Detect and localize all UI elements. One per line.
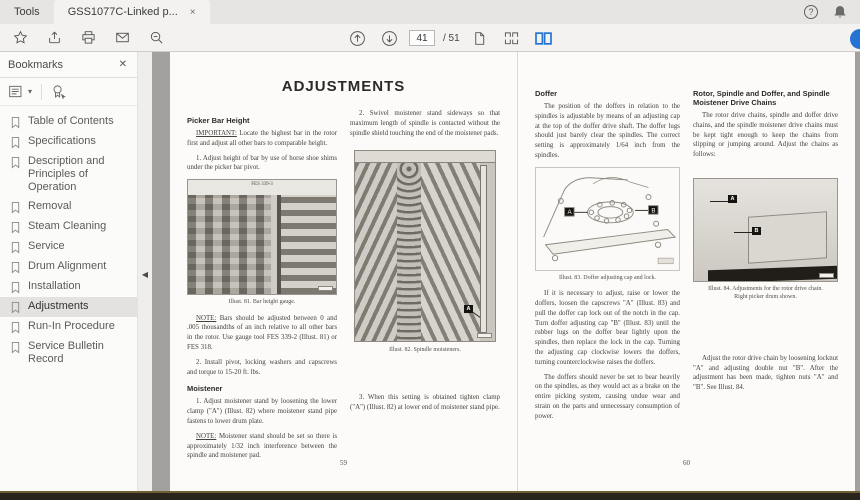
- bookmark-icon: [10, 201, 21, 214]
- account-avatar[interactable]: [850, 29, 860, 49]
- paragraph: NOTE: Bars should be adjusted between 0 and .005 thousandths of an inch relative to all other bars in the rotor. Use gauge tool FES 339-2 (Illust. 81) or FES 318.: [187, 314, 337, 351]
- tab-document-label: GSS1077C-Linked p...: [67, 6, 178, 18]
- bookmark-item-label: Table of Contents: [28, 115, 114, 127]
- bookmark-item[interactable]: [0, 257, 137, 277]
- bookmark-item-label: Removal: [28, 200, 72, 212]
- paragraph: NOTE: Moistener stand should be set so there is approximately 1/32 inch interference between the spindle and moistener pad.: [187, 432, 337, 460]
- bookmarks-panel-title: Bookmarks: [8, 58, 64, 71]
- continuous-scroll-view-icon[interactable]: [500, 27, 524, 49]
- bookmark-item-label: Specifications: [28, 135, 96, 147]
- bookmark-icon: [10, 341, 21, 354]
- section-heading: Doffer: [535, 89, 558, 98]
- expand-current-bookmark-icon[interactable]: [51, 84, 67, 100]
- photo-id-tag: [318, 286, 333, 291]
- share-icon[interactable]: [42, 27, 66, 49]
- help-icon[interactable]: ?: [804, 5, 818, 19]
- bookmark-item[interactable]: [0, 132, 137, 152]
- paragraph: 3. When this setting is obtained tighten clamp ("A") (Illust. 82) at lower end of moistener stand pipe.: [350, 393, 500, 411]
- figure-82-photo: [354, 150, 496, 342]
- paragraph: Adjust the rotor drive chain by loosening locknut "A" and adjusting double nut "B". After the adjustment has been made, tighten nuts "A" and "B". See Illust. 84.: [693, 354, 838, 392]
- search-icon[interactable]: [144, 27, 168, 49]
- page-title: ADJUSTMENTS: [281, 78, 406, 95]
- bookmark-options-icon[interactable]: [8, 84, 24, 100]
- main-toolbar: [0, 24, 860, 52]
- callout-label-b: B: [752, 227, 761, 235]
- paragraph: The rotor drive chains, spindle and doffer drive chains, and the spindle moistener drive chains must be kept tight enough to keep the chains from slipping or jumping around. Adjust the chains as follows:: [693, 112, 838, 159]
- single-page-view-icon[interactable]: [468, 27, 492, 49]
- page-59: [170, 52, 518, 491]
- figure-83-caption: Illust. 83. Doffer adjusting cap and lock.: [558, 274, 657, 281]
- close-panel-icon[interactable]: ✕: [118, 59, 127, 70]
- bookmark-item-label: Service Bulletin Record: [28, 340, 104, 365]
- bookmark-icon: [10, 321, 21, 334]
- bookmark-item[interactable]: [0, 237, 137, 257]
- section-heading: Moistener: [187, 384, 223, 394]
- photo-id-tag: [477, 333, 492, 338]
- paragraph: The doffers should never be set to bear heavily on the spindles, as they would act as a brake on the entire picking system, causing undue wear and strain on the parts and unnecessary consumption of power.: [535, 373, 680, 420]
- page-number-input[interactable]: [409, 30, 435, 46]
- bookmarks-list: [0, 106, 137, 369]
- photo-id-tag: [819, 273, 834, 278]
- collapse-panel-handle[interactable]: ◀: [141, 270, 149, 279]
- bookmark-item[interactable]: [0, 337, 137, 369]
- bookmark-icon: [10, 261, 21, 274]
- bookmark-icon: [10, 136, 21, 149]
- options-caret-icon[interactable]: ▾: [28, 87, 33, 96]
- paragraph: 2. Swivel moistener stand sideways so that maximum length of spindle is contacted without the spindle shield touching the end of the moistener pads.: [350, 110, 500, 137]
- figure-81-photo: [187, 179, 337, 295]
- bookmark-item[interactable]: [0, 112, 137, 132]
- bookmark-item-label: Run-In Procedure: [28, 320, 115, 332]
- bookmark-item-label: Steam Cleaning: [28, 220, 107, 232]
- bookmark-icon: [10, 281, 21, 294]
- paragraph: 2. Install pivot, locking washers and capscrews and torque to 15-20 ft. lbs.: [187, 358, 337, 376]
- section-heading: Picker Bar Height: [187, 116, 250, 125]
- favorites-star-icon[interactable]: [8, 27, 32, 49]
- bookmark-item-label: Drum Alignment: [28, 260, 107, 272]
- figure-83-drawing: [535, 167, 680, 271]
- bookmark-icon: [10, 221, 21, 234]
- tab-bar: [0, 0, 860, 24]
- bookmarks-panel: [0, 52, 138, 491]
- tab-tools[interactable]: [0, 0, 54, 24]
- callout-label-a: A: [728, 195, 737, 203]
- tab-document[interactable]: [54, 0, 210, 24]
- tab-tools-label: Tools: [14, 6, 40, 18]
- bookmark-item-label: Description and Principles of Operation: [28, 155, 105, 193]
- bookmark-item[interactable]: [0, 197, 137, 217]
- page-total-label: / 51: [443, 32, 460, 44]
- next-page-button[interactable]: [377, 27, 401, 49]
- callout-label-b: B: [651, 207, 656, 215]
- bookmark-item[interactable]: [0, 277, 137, 297]
- previous-page-button[interactable]: [345, 27, 369, 49]
- bookmark-item-label: Adjustments: [28, 300, 89, 312]
- bookmark-item[interactable]: [0, 152, 137, 197]
- paragraph: 1. Adjust height of bar by use of horse shoe shims under the picker bar pivot.: [187, 154, 337, 172]
- bookmark-item[interactable]: [0, 217, 137, 237]
- section-heading: Rotor, Spindle and Doffer, and Spindle Moistener Drive Chains: [693, 89, 830, 107]
- page-60: [518, 52, 855, 491]
- bookmark-item[interactable]: [0, 297, 137, 317]
- background-window-edge: [0, 491, 860, 500]
- bookmark-icon: [10, 241, 21, 254]
- bookmark-icon: [10, 301, 21, 314]
- print-icon[interactable]: [76, 27, 100, 49]
- callout-label-a: A: [567, 209, 572, 217]
- close-tab-icon[interactable]: ×: [189, 6, 196, 18]
- figure-84-photo: [693, 178, 838, 282]
- email-icon[interactable]: [110, 27, 134, 49]
- paragraph: The position of the doffers in relation to the spindles is adjustable by means of an adjusting cap at the top of the doffer drive shaft. The doffer lugs should just barely clear the spindles. The correct setting is approximately 1/64 inch from the spindles.: [535, 103, 680, 159]
- figure-84-caption: Illust. 84. Adjustments for the rotor drive chain. Right picker drum shown.: [708, 285, 823, 301]
- callout-label-a: A: [464, 305, 473, 313]
- figure-82-caption: Illust. 82. Spindle moisteners.: [389, 347, 461, 354]
- two-page-view-icon[interactable]: [532, 27, 556, 49]
- bookmark-icon: [10, 156, 21, 169]
- figure-81-part-label: FES 339-3: [188, 180, 336, 195]
- paragraph: IMPORTANT: Locate the highest bar in the rotor first and adjust all other bars to comparable height.: [187, 130, 337, 147]
- bookmark-item[interactable]: [0, 317, 137, 337]
- document-view: [152, 52, 860, 491]
- paragraph: If it is necessary to adjust, raise or lower the doffers, loosen the capscrews "A" (Illust. 83) and pull the doffer cap lock out of the notch in the cap. Turn doffer adjusting cap "B" (Illust. 83) until the rubber lugs on the doffer bear lightly upon the spindles, then replace the lock in the cap. Turning the adjusting cap clockwise lowers the doffers, turning counterclockwise raises the doffers.: [535, 290, 680, 366]
- bookmark-item-label: Service: [28, 240, 65, 252]
- figure-81-caption: Illust. 81. Bar height gauge.: [228, 299, 296, 306]
- bookmark-icon: [10, 116, 21, 129]
- paragraph: 1. Adjust moistener stand by loosening the lower clamp ("A") (Illust. 82) where moistener stand pipe fastens to lower drum plate.: [187, 398, 337, 425]
- bookmark-item-label: Installation: [28, 280, 81, 292]
- bell-icon[interactable]: [832, 4, 848, 20]
- page-number: 60: [683, 459, 690, 467]
- page-number: 59: [340, 459, 347, 467]
